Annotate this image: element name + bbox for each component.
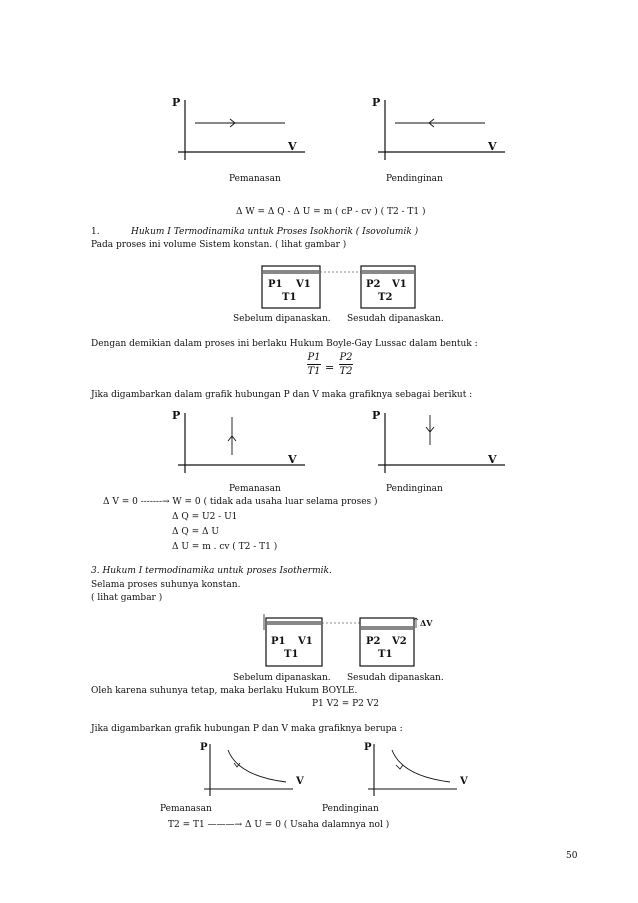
axis-v-label: V [296,776,304,787]
isochoric-eq-1: Δ V = 0 -------→ W = 0 ( tidak ada usaha luar selama proses ) [103,497,378,507]
isobaric-heating-graph [170,92,310,164]
cyl3-v: V1 [298,636,313,647]
cyl2-t: T2 [378,292,393,303]
axis-v-label: V [488,453,497,466]
axis-p-label: P [372,409,381,422]
section1-number: 1. [91,227,100,237]
cyl1-p: P1 [268,279,283,290]
heating-label-1: Pemanasan [229,484,281,494]
delta-v-label: ΔV [420,618,433,628]
axis-v-label: V [488,140,497,153]
axis-p-label: P [372,96,381,109]
isochoric-heating-graph [170,405,310,477]
axis-p-label: P [364,742,372,753]
section3-line1: Selama proses suhunya konstan. [91,580,241,590]
isochoric-cooling-graph [370,405,510,477]
section1-intro: Pada proses ini volume Sistem konstan. ( lihat gambar ) [91,240,347,250]
cyl3-p: P1 [271,636,286,647]
section3-heading: 3. Hukum I termodinamika untuk proses Isothermik. [91,566,332,576]
boyle-text: Oleh karena suhunya tetap, maka berlaku Hukum BOYLE. [91,686,358,696]
heating-label-0: Pemanasan [229,174,281,184]
cooling-label-0: Pendinginan [386,174,443,184]
fraction-equals: = [325,361,335,374]
section1-graph-text: Jika digambarkan dalam grafik hubungan P dan V maka grafiknya sebagai berikut : [91,390,473,400]
isobaric-cooling-graph [370,92,510,164]
cyl2-p: P2 [366,279,381,290]
section1-heading: Hukum I Termodinamika untuk Proses Isokhorik ( Isovolumik ) [131,227,419,237]
cyl4-p: P2 [366,636,381,647]
fraction-right: P2 T2 [339,352,353,377]
cyl4-v: V2 [392,636,407,647]
section3-graph-text: Jika digambarkan grafik hubungan P dan V maka grafiknya berupa : [91,724,403,734]
before-heating-label-1: Sebelum dipanaskan. [233,314,331,324]
isochoric-cylinders [258,258,418,310]
fraction-left: P1 T1 [307,352,321,377]
gay-lussac-text: Dengan demikian dalam proses ini berlaku Hukum Boyle-Gay Lussac dalam bentuk : [91,339,478,349]
after-heating-label-3: Sesudah dipanaskan. [347,673,444,683]
axis-p-label: P [172,96,181,109]
cooling-label-3: Pendinginan [322,804,379,814]
boyle-equation: P1 V2 = P2 V2 [312,699,379,709]
page-number: 50 [566,851,578,861]
isochoric-eq-3: Δ Q = Δ U [172,527,219,537]
axis-v-label: V [288,140,297,153]
section3-line2: ( lihat gambar ) [91,593,163,603]
isochoric-eq-2: Δ Q = U2 - U1 [172,512,238,522]
cyl2-v: V1 [392,279,407,290]
cyl1-t: T1 [282,292,297,303]
before-heating-label-3: Sebelum dipanaskan. [233,673,331,683]
axis-v-label: V [288,453,297,466]
axis-p-label: P [200,742,208,753]
isothermal-cylinders [258,608,438,668]
cooling-label-1: Pendinginan [386,484,443,494]
cyl4-t: T1 [378,649,393,660]
cyl3-t: T1 [284,649,299,660]
isothermal-heating-graph [198,738,318,800]
after-heating-label-1: Sesudah dipanaskan. [347,314,444,324]
axis-v-label: V [460,776,468,787]
cyl1-v: V1 [296,279,311,290]
isothermal-cooling-graph [362,738,482,800]
isobaric-work-formula: Δ W = Δ Q - Δ U = m ( cP - cv ) ( T2 - T1 ) [236,207,426,217]
isothermal-final-equation: T2 = T1 ———→ Δ U = 0 ( Usaha dalamnya nol ) [168,820,390,830]
isochoric-eq-4: Δ U = m . cv ( T2 - T1 ) [172,542,278,552]
heating-label-3: Pemanasan [160,804,212,814]
axis-p-label: P [172,409,181,422]
